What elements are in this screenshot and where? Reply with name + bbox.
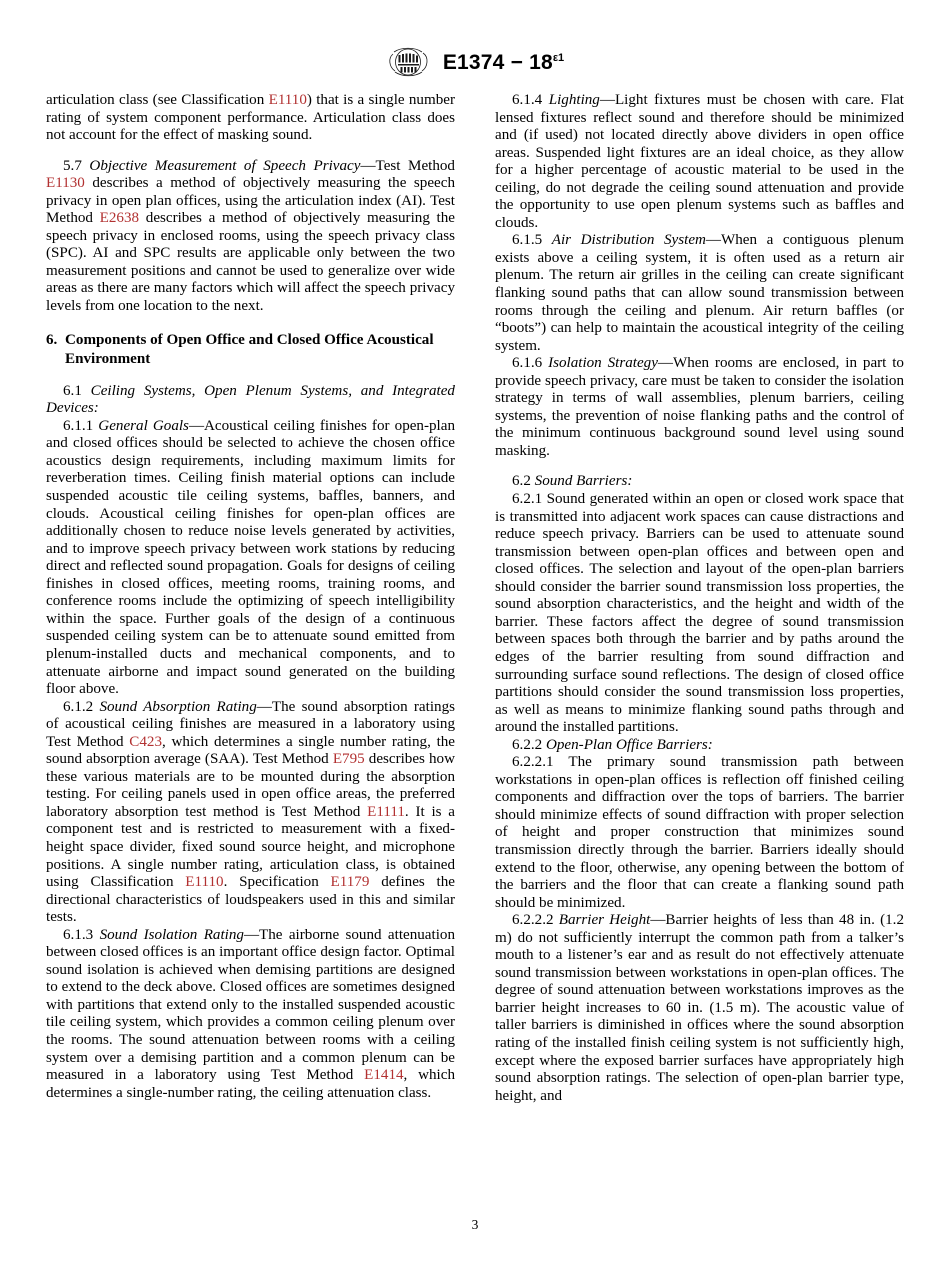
right-column xyxy=(495,92,904,1200)
text-run: , which determines a single-number rating, the ceiling attenuation class. xyxy=(46,1067,455,1101)
page-number: 3 xyxy=(471,1217,479,1232)
page-header xyxy=(0,38,950,86)
clause-number: 6.2.2.2 xyxy=(512,912,554,929)
text-run: —The airborne sound attenuation between closed offices is an important office design factor. Optimal sound isolation is achieved when demising partitions are designed to extend to the deck above. Closed offices are sometimes designed with partitions that extend only to the installed suspended acoustic tile ceiling system, which provides a common ceiling plenum over the rooms. The sound attenuation between rooms with a ceiling system over a demising partition and a common plenum can be measured in a laboratory using Test Method xyxy=(46,926,455,1084)
text-run: . It is a component test and is restricted to measurement with a fixed-height space divider, fixed sound source height, and microphone positions. A single number rating, articulation class, is obtained using Classification xyxy=(46,803,455,891)
paragraph-5-7 xyxy=(46,158,455,316)
standard-link-e1414[interactable]: E1414 xyxy=(364,1067,404,1084)
standard-link-c423[interactable]: C423 xyxy=(129,733,162,750)
run-in-heading: Ceiling Systems, Open Plenum Systems, and Integrated Devices: xyxy=(46,382,455,417)
paragraph-6-2-2 xyxy=(495,737,904,755)
text-run: —Light fixtures must be chosen with care. Flat lensed fixtures reflect sound and therefore should be minimized and (if used) not located directly above dividers in open office areas. Suspended light fixtures are an ideal choice, as they allow for a higher percentage of acoustic material to be used in the ceiling, do not degrade the ceiling sound attenuation and provide the opportunity to use open plenum systems such as baffles and clouds. xyxy=(495,92,904,231)
run-in-heading: Open-Plan Office Barriers: xyxy=(545,736,713,753)
run-in-heading: Isolation Strategy xyxy=(548,355,658,372)
left-column xyxy=(46,92,455,1200)
run-in-heading: Sound Absorption Rating xyxy=(99,698,257,715)
paragraph-6-2 xyxy=(495,473,904,491)
paragraph-6-1-5 xyxy=(495,232,904,355)
paragraph-6-2-2-1 xyxy=(495,754,904,912)
standard-designation xyxy=(443,52,564,73)
text-run: , which determines a single number rating, the sound absorption average (SAA). Test Method xyxy=(46,733,456,768)
standard-link-e2638[interactable]: E2638 xyxy=(99,210,140,227)
paragraph-6-1-4 xyxy=(495,92,904,232)
clause-number: 6.2.2 xyxy=(512,736,543,753)
section-6-heading xyxy=(46,331,455,370)
clause-number: 6.1.2 xyxy=(63,698,94,715)
run-in-heading: General Goals xyxy=(98,417,189,434)
designation-text: E1374 − 18 xyxy=(442,50,553,74)
text-run: Sound generated within an open or closed work space that is transmitted into adjacent work spaces can cause distractions and reduce speech privacy. Barriers can be used to attenuate sound transmission between open-plan offices and between open and closed offices. The selection and layout of the open-plan barriers should consider the barrier sound transmission loss properties, the sound absorption characteristics, and the height and width of the barrier. These factors affect the degree of sound transmission between spaces both through the barrier and by paths around the edges of the barrier resulting from sound diffraction and surrounding surface sound reflections. The design of closed office partitions should consider the sound transmission loss properties, as well as means to minimize flanking sound paths through and around the installed partitions. xyxy=(495,491,904,736)
text-run: —The sound absorption ratings of acoustical ceiling finishes are measured in a laboratory using Test Method xyxy=(46,698,455,750)
text-run: describes how these various materials are to be mounted during the absorption testing. For ceiling panels used in open office areas, the preferred laboratory absorption test method is Test Method xyxy=(46,751,455,820)
clause-number: 6.2.1 xyxy=(512,491,543,508)
standard-link-e1110-2[interactable]: E1110 xyxy=(185,874,224,891)
text-run: . Specification xyxy=(223,874,331,891)
standard-link-e1110[interactable]: E1110 xyxy=(268,92,307,108)
clause-number: 6.1.5 xyxy=(512,232,543,249)
paragraph-6-1-1 xyxy=(46,418,455,699)
clause-number: 6.1.1 xyxy=(63,417,94,434)
text-run: ) that is a single number rating of system component performance. Articulation class does not account for the effect of masking sound. xyxy=(46,92,455,144)
standard-link-e795[interactable]: E795 xyxy=(332,751,365,768)
text-run: describes a method of objectively measuring the speech privacy in enclosed rooms, using the speech privacy class (SPC). AI and SPC results are applicable only between the two measurement positions and cannot be used to generalize over wide areas as there are many factors which will affect the speech privacy levels from one location to the next. xyxy=(46,210,455,315)
text-run: —When rooms are enclosed, in part to provide speech privacy, care must be taken to consider the isolation strategy in terms of wall assemblies, plenum barriers, ceiling systems, the prevention of noise flanking paths and the control of the minimum continuous background sound level using sound masking. xyxy=(495,355,904,459)
text-run: The primary sound transmission path between workstations in open-plan offices is reflection off finished ceiling components and diffraction over the tops of barriers. The barrier should minimize effects of sound diffraction with proper selection of height and proper construction that minimizes sound transmission directly through the barrier. Barriers ideally should extend to the floor, otherwise, any opening between the bottom of the barriers and the floor that can create a flanking sound path should be minimized. xyxy=(495,754,904,911)
paragraph-6-1-6 xyxy=(495,355,904,460)
paragraph-6-2-2-2 xyxy=(495,912,904,1105)
clause-number: 5.7 xyxy=(63,157,82,174)
clause-number: 6.1.3 xyxy=(63,926,94,943)
text-run: describes a method of objectively measuring the speech privacy in open plan offices, using the articulation index (AI). Test Method xyxy=(46,175,455,227)
body-columns xyxy=(46,92,904,1200)
text-run: articulation class (see Classification xyxy=(46,92,269,108)
revision-superscript: ε1 xyxy=(552,51,565,64)
text-run: —Acoustical ceiling finishes for open-plan and closed offices should be selected to achieve the chosen office acoustics design requirements, including maximum limits for reverberation times. Ceiling finish material options can include suspended acoustic tile ceiling systems, baffles, banners, and clouds. Acoustical ceiling finishes for open-plan offices are additionally chosen to reduce noise levels generated by activities, and to improve speech privacy between work stations by reducing direct and reflected sound propagation. Goals for designs of ceiling finishes in closed offices, meeting rooms, training rooms, and conference rooms include the optimizing of speech intelligibility within the space. Further goals of the design of a continuous suspended ceiling system can be to attenuate sound emitted from plenum-installed ducts and mechanical components, and to attenuate airborne and impact sound generated on the building floor above. xyxy=(46,417,455,698)
clause-number: 6.2.2.1 xyxy=(512,754,554,771)
text-run: defines the directional characteristics of loudspeakers used in this and similar tests. xyxy=(46,874,455,926)
clause-number: 6.1.4 xyxy=(512,92,543,108)
paragraph-6-1-2 xyxy=(46,699,455,927)
standard-link-e1179[interactable]: E1179 xyxy=(330,874,370,891)
section-number: 6. xyxy=(46,331,58,348)
run-in-heading: Sound Isolation Rating xyxy=(99,926,244,943)
run-in-heading: Lighting xyxy=(548,92,600,108)
text-run: —Barrier heights of less than 48 in. (1.2 m) do not sufficiently interrupt the common path from a talker’s mouth to a listener’s ear and as result do not effectively attenuate sound transmission between workstations in open-plan offices. The degree of sound attenuation between workstations improves as the barrier height increases to 60 in. (1.5 m). The acoustic value of taller barriers is diminished in offices where the sound absorption rating of the installed finish ceiling system is not sufficiently high, except where the exposed barrier surfaces have appropriately high sound absorption ratings. The selection of open-plan barrier type, height, and xyxy=(495,912,904,1104)
section-title: Components of Open Office and Closed Office Acoustical Environment xyxy=(65,331,434,368)
paragraph-6-2-1 xyxy=(495,491,904,737)
clause-number: 6.1 xyxy=(63,382,82,399)
paragraph-6-1-3 xyxy=(46,927,455,1102)
paragraph-5-6-continuation xyxy=(46,92,455,145)
standard-link-e1111[interactable]: E1111 xyxy=(367,803,405,820)
clause-number: 6.2 xyxy=(512,473,531,490)
run-in-heading: Barrier Height xyxy=(558,912,651,929)
paragraph-6-1 xyxy=(46,383,455,418)
run-in-heading: Sound Barriers: xyxy=(534,473,633,490)
run-in-heading: Objective Measurement of Speech Privacy xyxy=(89,157,361,174)
text-run: —Test Method xyxy=(360,157,455,174)
astm-logo-icon xyxy=(386,45,432,79)
run-in-heading: Air Distribution System xyxy=(551,232,706,249)
clause-number: 6.1.6 xyxy=(512,355,543,372)
standard-link-e1130[interactable]: E1130 xyxy=(46,175,85,192)
text-run: —When a contiguous plenum exists above a ceiling system, it is often used as a return air plenum. The return air grilles in the ceiling can create significant flanking sound paths that can allow sound transmission between rooms through the ceiling and plenum. Air return baffles (or “boots”) can help to maintain the acoustical integrity of the ceiling system. xyxy=(495,232,904,354)
